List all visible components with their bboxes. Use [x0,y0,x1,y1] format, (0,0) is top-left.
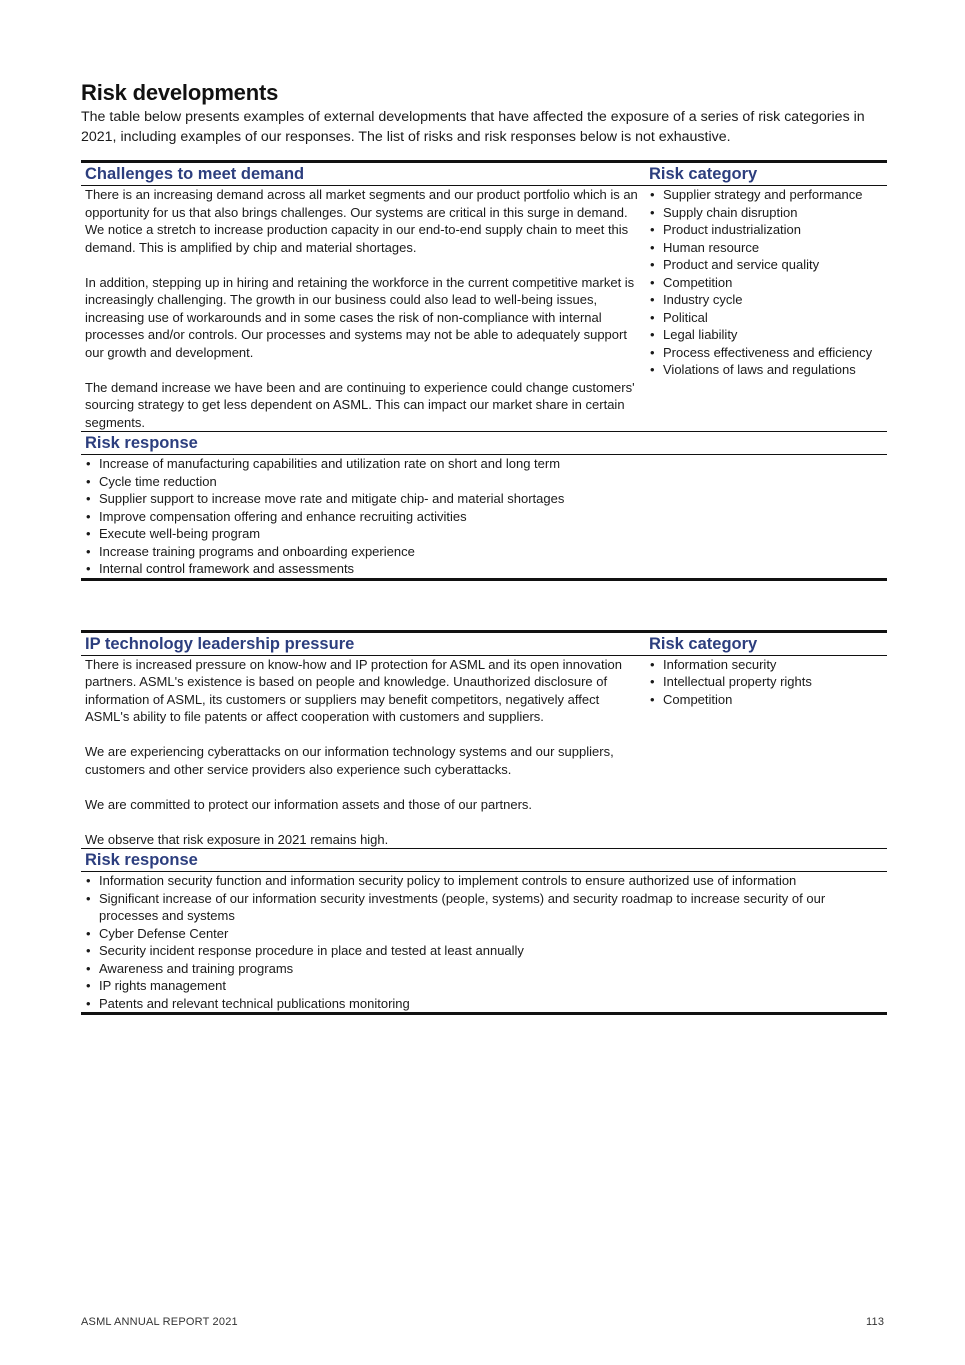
description-paragraph: We are committed to protect our information assets and those of our partners. [85,796,533,812]
response-item: • Cycle time reduction [85,473,887,491]
risk-category-heading: Risk category [649,165,758,183]
description-paragraph: There is increased pressure on know-how and IP protection for ASML and its open innovation partners. ASML's existence is based on people and knowledge. Unauthorized disclosure of information of ASML, its customers or suppliers may benefit competitors, negatively affect ASML's ability to file patents or affect cooperation with customers and suppliers. [85,656,622,724]
category-list [649,186,887,379]
description-paragraph: We observe that risk exposure in 2021 remains high. [85,831,389,847]
response-item: • IP rights management [85,977,887,995]
table-body [81,186,887,431]
response-item: • Awareness and training programs [85,960,887,978]
table-header [81,633,887,656]
category-item: • Legal liability [649,326,887,344]
response-item: • Information security function and information security policy to implement controls to ensure authorized use of information [85,872,887,890]
response-item: • Significant increase of our information security investments (people, systems) and security roadmap to increase security of our processes and systems [85,890,887,925]
response-item: • Supplier support to increase move rate and mitigate chip- and material shortages [85,490,887,508]
category-item: • Human resource [649,239,887,257]
footer-page-number: 113 [866,1316,885,1328]
category-item: • Violations of laws and regulations [649,361,887,379]
category-column [645,186,887,431]
response-item: • Internal control framework and assessments [85,560,887,578]
category-item: • Product industrialization [649,221,887,239]
response-item: • Cyber Defense Center [85,925,887,943]
category-item: • Competition [649,691,887,709]
page-content [81,80,887,1015]
category-item: • Information security [649,656,887,674]
risk-response-body [81,872,887,1012]
category-item: • Political [649,309,887,327]
category-item: • Competition [649,274,887,292]
response-list [85,455,887,578]
page-title: Risk developments [81,80,279,105]
description-paragraph: We are experiencing cyberattacks on our information technology systems and our suppliers, customers and other service providers also experience such cyberattacks. [85,744,614,777]
intro-paragraph: The table below presents examples of external developments that have affected the exposure of a series of risk categories in 2021, including examples of our responses. The list of risks and risk responses below is not exhaustive. [81,109,865,145]
response-item: • Execute well-being program [85,525,887,543]
response-item: • Increase training programs and onboarding experience [85,543,887,561]
risk-table-demand [81,160,887,581]
description-column [81,656,645,849]
risk-category-heading: Risk category [649,634,758,653]
category-item: • Product and service quality [649,256,887,274]
category-item: • Process effectiveness and efficiency [649,344,887,362]
category-item: • Supply chain disruption [649,204,887,222]
risk-response-body [81,455,887,578]
risk-response-heading: Risk response [81,431,887,455]
category-item: • Intellectual property rights [649,673,887,691]
description-paragraph: In addition, stepping up in hiring and retaining the workforce in the current competitive market is increasingly challenging. The growth in our business could also lead to well-being issues, increasing use of workarounds and in some cases the risk of non-compliance with internal processes and/or controls. Our processes and systems may not be able to adequately support our growth and development. [85,274,635,360]
category-list [649,656,887,709]
response-list [85,872,887,1012]
response-item: • Patents and relevant technical publications monitoring [85,995,887,1013]
category-item: • Industry cycle [649,291,887,309]
description-paragraph: There is an increasing demand across all market segments and our product portfolio which is an opportunity for us that also brings challenges. Our systems are critical in this surge in demand. We notice a stretch to increase production capacity in our end-to-end supply chain to meet this demand. This is amplified by chip and material shortages. [85,187,638,255]
category-column [645,656,887,849]
category-item: • Supplier strategy and performance [649,186,887,204]
footer-report-name: ASML ANNUAL REPORT 2021 [81,1316,238,1328]
table-body [81,656,887,849]
table-header [81,163,887,186]
section-heading: Challenges to meet demand [85,165,305,183]
description-column [81,186,645,431]
description-paragraph: The demand increase we have been and are continuing to experience could change customers' sourcing strategy to get less dependent on ASML. This can impact our market share in certain segments. [85,379,635,430]
section-heading: IP technology leadership pressure [85,634,355,653]
risk-response-heading: Risk response [81,848,887,872]
response-item: • Improve compensation offering and enhance recruiting activities [85,508,887,526]
response-item: • Security incident response procedure in place and tested at least annually [85,942,887,960]
response-item: • Increase of manufacturing capabilities and utilization rate on short and long term [85,455,887,473]
risk-table-ip [81,630,887,1016]
